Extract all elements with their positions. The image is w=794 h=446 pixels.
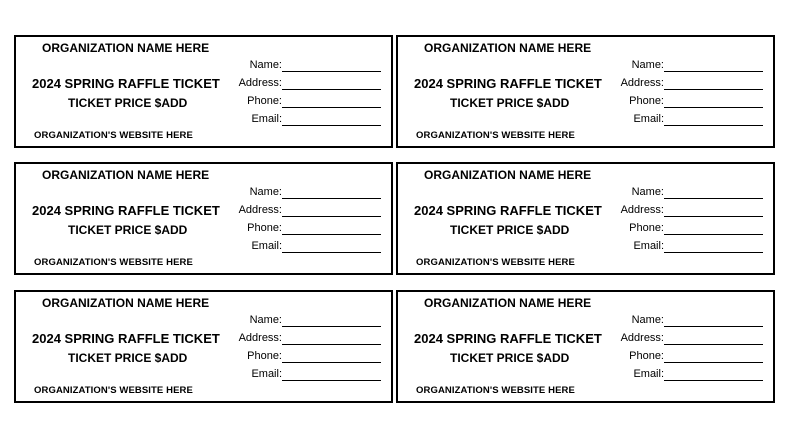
- organization-website: ORGANIZATION'S WEBSITE HERE: [416, 130, 575, 141]
- organization-name: ORGANIZATION NAME HERE: [42, 296, 210, 310]
- name-field-row: [221, 185, 386, 203]
- phone-field[interactable]: [282, 107, 381, 108]
- phone-label: Phone:: [629, 350, 664, 362]
- name-field-row: [603, 313, 768, 331]
- raffle-title: 2024 SPRING RAFFLE TICKET: [414, 76, 602, 91]
- phone-field[interactable]: [664, 234, 763, 235]
- name-field[interactable]: [282, 326, 381, 327]
- phone-label: Phone:: [247, 222, 282, 234]
- name-field[interactable]: [664, 71, 763, 72]
- address-field[interactable]: [282, 89, 381, 90]
- entry-fields: [221, 185, 386, 257]
- phone-field-row: [603, 349, 768, 367]
- address-label: Address:: [620, 204, 664, 216]
- email-label: Email:: [633, 368, 664, 380]
- email-field[interactable]: [664, 125, 763, 126]
- address-field[interactable]: [282, 216, 381, 217]
- raffle-title: 2024 SPRING RAFFLE TICKET: [32, 203, 220, 218]
- phone-field-row: [603, 94, 768, 112]
- name-label: Name:: [249, 59, 282, 71]
- address-label: Address:: [620, 332, 664, 344]
- name-label: Name:: [631, 59, 664, 71]
- entry-fields: [603, 185, 768, 257]
- email-field-row: [221, 367, 386, 385]
- phone-field-row: [221, 94, 386, 112]
- ticket-price: TICKET PRICE $ADD: [68, 223, 188, 237]
- name-field-row: [221, 58, 386, 76]
- organization-name: ORGANIZATION NAME HERE: [42, 168, 210, 182]
- phone-field-row: [221, 349, 386, 367]
- phone-field[interactable]: [282, 234, 381, 235]
- phone-label: Phone:: [629, 222, 664, 234]
- address-field-row: [603, 331, 768, 349]
- address-field[interactable]: [664, 89, 763, 90]
- email-field[interactable]: [282, 380, 381, 381]
- raffle-ticket: [396, 162, 775, 275]
- raffle-ticket: [396, 290, 775, 403]
- ticket-price: TICKET PRICE $ADD: [450, 351, 570, 365]
- ticket-price: TICKET PRICE $ADD: [450, 223, 570, 237]
- address-label: Address:: [238, 204, 282, 216]
- entry-fields: [221, 313, 386, 385]
- organization-website: ORGANIZATION'S WEBSITE HERE: [416, 385, 575, 396]
- email-label: Email:: [633, 113, 664, 125]
- email-label: Email:: [251, 368, 282, 380]
- phone-field[interactable]: [282, 362, 381, 363]
- email-field-row: [221, 239, 386, 257]
- address-field-row: [603, 76, 768, 94]
- raffle-ticket: [14, 290, 393, 403]
- name-label: Name:: [631, 314, 664, 326]
- address-label: Address:: [238, 77, 282, 89]
- name-label: Name:: [631, 186, 664, 198]
- address-field-row: [221, 203, 386, 221]
- address-field-row: [221, 76, 386, 94]
- email-field-row: [603, 239, 768, 257]
- address-field[interactable]: [664, 216, 763, 217]
- email-label: Email:: [633, 240, 664, 252]
- phone-field[interactable]: [664, 362, 763, 363]
- organization-name: ORGANIZATION NAME HERE: [424, 168, 592, 182]
- email-field[interactable]: [282, 125, 381, 126]
- raffle-title: 2024 SPRING RAFFLE TICKET: [32, 331, 220, 346]
- email-label: Email:: [251, 113, 282, 125]
- entry-fields: [221, 58, 386, 130]
- phone-field[interactable]: [664, 107, 763, 108]
- email-field-row: [603, 112, 768, 130]
- raffle-ticket: [14, 162, 393, 275]
- address-label: Address:: [238, 332, 282, 344]
- name-field[interactable]: [282, 71, 381, 72]
- organization-name: ORGANIZATION NAME HERE: [424, 41, 592, 55]
- name-field-row: [603, 185, 768, 203]
- email-label: Email:: [251, 240, 282, 252]
- organization-name: ORGANIZATION NAME HERE: [424, 296, 592, 310]
- address-field[interactable]: [282, 344, 381, 345]
- name-field[interactable]: [664, 198, 763, 199]
- phone-label: Phone:: [247, 350, 282, 362]
- organization-website: ORGANIZATION'S WEBSITE HERE: [34, 257, 193, 268]
- organization-website: ORGANIZATION'S WEBSITE HERE: [34, 385, 193, 396]
- organization-name: ORGANIZATION NAME HERE: [42, 41, 210, 55]
- phone-label: Phone:: [247, 95, 282, 107]
- phone-field-row: [221, 221, 386, 239]
- name-field-row: [603, 58, 768, 76]
- name-field[interactable]: [664, 326, 763, 327]
- phone-label: Phone:: [629, 95, 664, 107]
- raffle-title: 2024 SPRING RAFFLE TICKET: [414, 331, 602, 346]
- address-field-row: [221, 331, 386, 349]
- entry-fields: [603, 313, 768, 385]
- raffle-title: 2024 SPRING RAFFLE TICKET: [32, 76, 220, 91]
- raffle-ticket: [396, 35, 775, 148]
- organization-website: ORGANIZATION'S WEBSITE HERE: [34, 130, 193, 141]
- name-field-row: [221, 313, 386, 331]
- name-field[interactable]: [282, 198, 381, 199]
- address-field[interactable]: [664, 344, 763, 345]
- raffle-title: 2024 SPRING RAFFLE TICKET: [414, 203, 602, 218]
- name-label: Name:: [249, 314, 282, 326]
- organization-website: ORGANIZATION'S WEBSITE HERE: [416, 257, 575, 268]
- raffle-ticket: [14, 35, 393, 148]
- email-field[interactable]: [664, 380, 763, 381]
- ticket-price: TICKET PRICE $ADD: [450, 96, 570, 110]
- ticket-price: TICKET PRICE $ADD: [68, 96, 188, 110]
- name-label: Name:: [249, 186, 282, 198]
- email-field-row: [221, 112, 386, 130]
- email-field-row: [603, 367, 768, 385]
- phone-field-row: [603, 221, 768, 239]
- address-label: Address:: [620, 77, 664, 89]
- ticket-price: TICKET PRICE $ADD: [68, 351, 188, 365]
- entry-fields: [603, 58, 768, 130]
- email-field[interactable]: [664, 252, 763, 253]
- address-field-row: [603, 203, 768, 221]
- email-field[interactable]: [282, 252, 381, 253]
